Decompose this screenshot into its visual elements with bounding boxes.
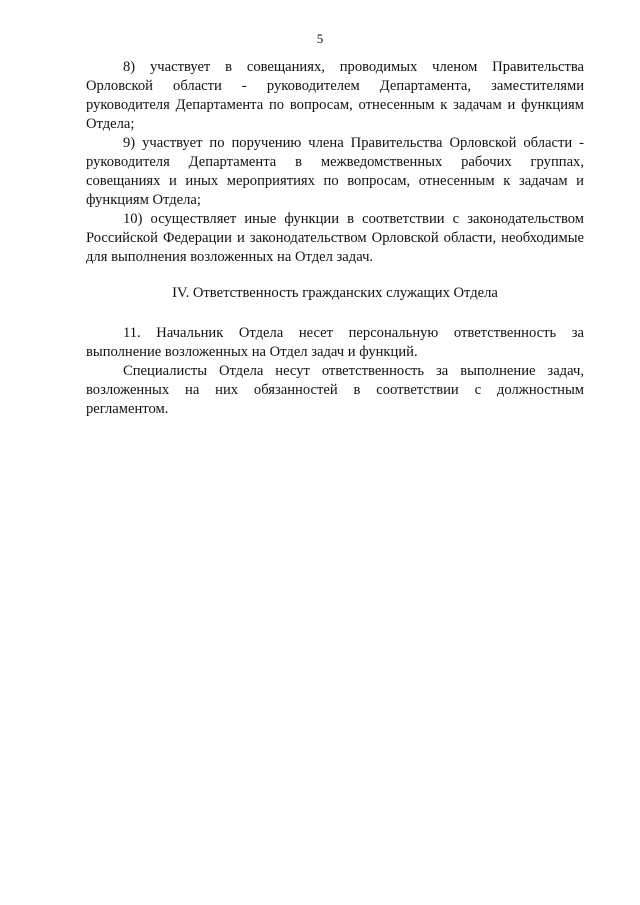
document-body (86, 58, 584, 419)
paragraph-item-8: 8) участвует в совещаниях, проводимых членом Правительства Орловской области - руководителем Департамента, заместителями руководителя Департамента по вопросам, отнесенным к задачам и функциям Отдела; (86, 59, 584, 132)
paragraph-item-9: 9) участвует по поручению члена Правительства Орловской области - руководителя Департамента в межведомственных рабочих группах, совещаниях и иных мероприятиях по вопросам, отнесенным к задачам и функциям Отдела; (86, 135, 584, 208)
paragraph-specialists: Специалисты Отдела несут ответственность за выполнение задач, возложенных на них обязанностей в соответствии с должностным регламентом. (86, 363, 584, 417)
paragraph-item-11: 11. Начальник Отдела несет персональную ответственность за выполнение возложенных на Отдел задач и функций. (86, 325, 584, 360)
section-title: IV. Ответственность гражданских служащих Отдела (172, 285, 498, 301)
paragraph-item-10: 10) осуществляет иные функции в соответствии с законодательством Российской Федерации и законодательством Орловской области, необходимые для выполнения возложенных на Отдел задач. (86, 211, 584, 265)
page-number: 5 (316, 31, 324, 46)
